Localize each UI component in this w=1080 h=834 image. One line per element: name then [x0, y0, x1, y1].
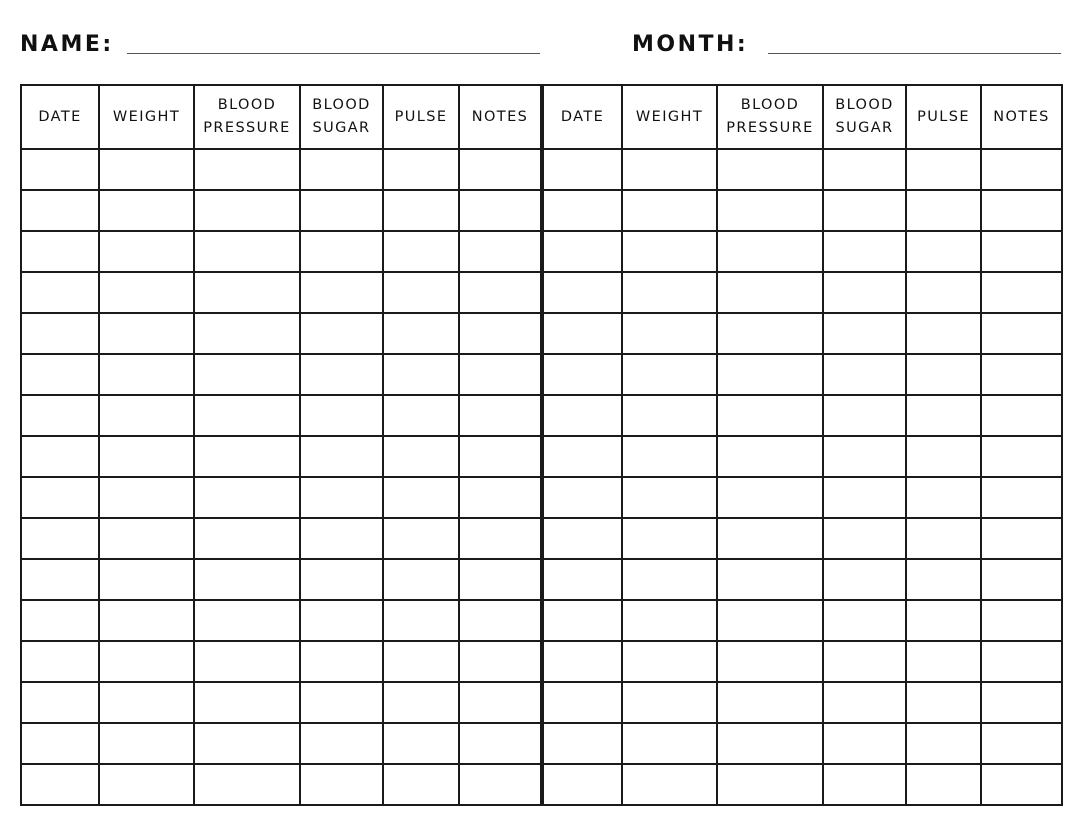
weight-cell[interactable]	[99, 190, 194, 231]
date-cell[interactable]	[543, 395, 622, 436]
header-line-2: PRESSURE	[203, 120, 291, 136]
log-rows-right	[543, 149, 1062, 805]
header-line-1: BLOOD	[740, 97, 800, 113]
date-cell[interactable]	[21, 641, 99, 682]
column-header-notes	[459, 85, 541, 149]
blood-pressure-cell[interactable]	[717, 641, 823, 682]
pulse-cell[interactable]	[383, 518, 459, 559]
notes-cell[interactable]	[459, 272, 541, 313]
pulse-cell[interactable]	[906, 559, 981, 600]
weight-cell[interactable]	[99, 395, 194, 436]
blood-pressure-cell[interactable]	[194, 354, 300, 395]
header-line-1: WEIGHT	[635, 108, 704, 125]
table-row	[543, 190, 1062, 231]
notes-cell[interactable]	[459, 231, 541, 272]
pulse-cell[interactable]	[906, 395, 981, 436]
blood-pressure-cell[interactable]	[194, 600, 300, 641]
blood-pressure-cell[interactable]	[717, 600, 823, 641]
column-header-date	[543, 85, 622, 149]
weight-cell[interactable]	[622, 764, 717, 805]
column-header-weight	[99, 85, 194, 149]
date-cell[interactable]	[21, 395, 99, 436]
notes-cell[interactable]	[459, 190, 541, 231]
header-line-2: SUGAR	[835, 120, 894, 136]
weight-cell[interactable]	[622, 395, 717, 436]
weight-cell[interactable]	[99, 436, 194, 477]
date-cell[interactable]	[21, 518, 99, 559]
header-line-1: BLOOD	[312, 97, 371, 113]
weight-cell[interactable]	[622, 149, 717, 190]
table-row	[21, 764, 541, 805]
blood-pressure-cell[interactable]	[194, 149, 300, 190]
weight-cell[interactable]	[622, 354, 717, 395]
header-line-1: NOTES	[993, 108, 1050, 125]
blood-pressure-cell[interactable]	[194, 723, 300, 764]
date-cell[interactable]	[543, 313, 622, 354]
blood-pressure-cell[interactable]	[194, 190, 300, 231]
date-cell[interactable]	[543, 764, 622, 805]
date-cell[interactable]	[21, 559, 99, 600]
header-line-1: DATE	[38, 108, 82, 125]
weight-cell[interactable]	[99, 723, 194, 764]
blood-pressure-cell[interactable]	[717, 149, 823, 190]
weight-cell[interactable]	[622, 559, 717, 600]
blood-sugar-cell[interactable]	[300, 600, 383, 641]
pulse-cell[interactable]	[383, 436, 459, 477]
pulse-cell[interactable]	[906, 518, 981, 559]
date-cell[interactable]	[21, 149, 99, 190]
weight-cell[interactable]	[622, 313, 717, 354]
date-cell[interactable]	[21, 231, 99, 272]
pulse-cell[interactable]	[383, 723, 459, 764]
weight-cell[interactable]	[622, 272, 717, 313]
table-row	[543, 682, 1062, 723]
table-row	[21, 518, 541, 559]
date-cell[interactable]	[21, 354, 99, 395]
blood-sugar-cell[interactable]	[823, 354, 906, 395]
blood-pressure-cell[interactable]	[194, 436, 300, 477]
log-rows-left	[21, 149, 541, 805]
blood-sugar-cell[interactable]	[823, 723, 906, 764]
pulse-cell[interactable]	[906, 723, 981, 764]
table-row	[543, 559, 1062, 600]
pulse-cell[interactable]	[906, 231, 981, 272]
blood-sugar-cell[interactable]	[300, 477, 383, 518]
pulse-cell[interactable]	[383, 190, 459, 231]
weight-cell[interactable]	[622, 436, 717, 477]
weight-cell[interactable]	[99, 559, 194, 600]
blood-pressure-cell[interactable]	[194, 231, 300, 272]
pulse-cell[interactable]	[906, 477, 981, 518]
weight-cell[interactable]	[99, 682, 194, 723]
date-cell[interactable]	[543, 682, 622, 723]
date-cell[interactable]	[543, 518, 622, 559]
date-cell[interactable]	[21, 436, 99, 477]
date-cell[interactable]	[21, 477, 99, 518]
table-row	[21, 354, 541, 395]
log-table-left	[20, 84, 542, 806]
blood-pressure-cell[interactable]	[717, 190, 823, 231]
date-cell[interactable]	[543, 190, 622, 231]
weight-cell[interactable]	[622, 682, 717, 723]
pulse-cell[interactable]	[906, 313, 981, 354]
blood-pressure-cell[interactable]	[717, 723, 823, 764]
blood-sugar-cell[interactable]	[300, 641, 383, 682]
date-cell[interactable]	[21, 272, 99, 313]
date-cell[interactable]	[543, 231, 622, 272]
weight-cell[interactable]	[99, 313, 194, 354]
blood-pressure-cell[interactable]	[717, 395, 823, 436]
date-cell[interactable]	[21, 313, 99, 354]
pulse-cell[interactable]	[906, 641, 981, 682]
table-row	[21, 641, 541, 682]
date-cell[interactable]	[543, 272, 622, 313]
blood-sugar-cell[interactable]	[300, 231, 383, 272]
pulse-cell[interactable]	[383, 313, 459, 354]
date-cell[interactable]	[543, 600, 622, 641]
date-cell[interactable]	[543, 641, 622, 682]
notes-cell[interactable]	[459, 149, 541, 190]
notes-cell[interactable]	[981, 313, 1062, 354]
weight-cell[interactable]	[99, 231, 194, 272]
header-line-1: DATE	[560, 108, 605, 125]
notes-cell[interactable]	[459, 395, 541, 436]
blood-pressure-cell[interactable]	[717, 764, 823, 805]
table-row	[543, 477, 1062, 518]
table-row	[21, 313, 541, 354]
pulse-cell[interactable]	[383, 395, 459, 436]
header-line-1: PULSE	[917, 108, 970, 125]
weight-cell[interactable]	[622, 641, 717, 682]
weight-cell[interactable]	[99, 764, 194, 805]
column-header-blood-pressure	[194, 85, 300, 149]
weight-cell[interactable]	[99, 600, 194, 641]
table-row	[21, 272, 541, 313]
blood-pressure-cell[interactable]	[717, 354, 823, 395]
table-row	[543, 436, 1062, 477]
blood-pressure-cell[interactable]	[717, 436, 823, 477]
weight-cell[interactable]	[622, 477, 717, 518]
notes-cell[interactable]	[459, 477, 541, 518]
notes-cell[interactable]	[981, 682, 1062, 723]
pulse-cell[interactable]	[383, 231, 459, 272]
blood-pressure-cell[interactable]	[717, 682, 823, 723]
notes-cell[interactable]	[981, 477, 1062, 518]
blood-sugar-cell[interactable]	[823, 641, 906, 682]
date-cell[interactable]	[21, 682, 99, 723]
blood-sugar-cell[interactable]	[823, 477, 906, 518]
pulse-cell[interactable]	[383, 764, 459, 805]
notes-cell[interactable]	[459, 559, 541, 600]
blood-sugar-cell[interactable]	[300, 395, 383, 436]
table-row	[543, 313, 1062, 354]
pulse-cell[interactable]	[906, 764, 981, 805]
pulse-cell[interactable]	[383, 272, 459, 313]
weight-cell[interactable]	[622, 723, 717, 764]
table-row	[543, 231, 1062, 272]
notes-cell[interactable]	[459, 600, 541, 641]
table-row	[543, 149, 1062, 190]
blood-sugar-cell[interactable]	[300, 190, 383, 231]
notes-cell[interactable]	[981, 641, 1062, 682]
notes-cell[interactable]	[981, 600, 1062, 641]
date-cell[interactable]	[21, 600, 99, 641]
table-row	[543, 600, 1062, 641]
pulse-cell[interactable]	[906, 436, 981, 477]
weight-cell[interactable]	[99, 149, 194, 190]
table-row	[21, 600, 541, 641]
blood-sugar-cell[interactable]	[823, 436, 906, 477]
blood-sugar-cell[interactable]	[300, 272, 383, 313]
table-row	[21, 477, 541, 518]
blood-sugar-cell[interactable]	[300, 313, 383, 354]
date-cell[interactable]	[543, 354, 622, 395]
blood-sugar-cell[interactable]	[823, 149, 906, 190]
pulse-cell[interactable]	[383, 477, 459, 518]
column-header-pulse	[906, 85, 981, 149]
blood-pressure-cell[interactable]	[194, 395, 300, 436]
blood-sugar-cell[interactable]	[300, 723, 383, 764]
date-cell[interactable]	[543, 436, 622, 477]
blood-sugar-cell[interactable]	[300, 354, 383, 395]
notes-cell[interactable]	[981, 149, 1062, 190]
notes-cell[interactable]	[981, 395, 1062, 436]
pulse-cell[interactable]	[383, 682, 459, 723]
blood-sugar-cell[interactable]	[300, 436, 383, 477]
blood-sugar-cell[interactable]	[823, 764, 906, 805]
header-line-1: WEIGHT	[112, 108, 181, 125]
notes-cell[interactable]	[459, 764, 541, 805]
blood-pressure-cell[interactable]	[194, 682, 300, 723]
table-row	[543, 354, 1062, 395]
blood-pressure-cell[interactable]	[717, 477, 823, 518]
date-cell[interactable]	[543, 149, 622, 190]
notes-cell[interactable]	[459, 354, 541, 395]
pulse-cell[interactable]	[383, 600, 459, 641]
blood-pressure-cell[interactable]	[717, 231, 823, 272]
blood-pressure-cell[interactable]	[717, 518, 823, 559]
notes-cell[interactable]	[981, 190, 1062, 231]
header-line-1: BLOOD	[217, 97, 277, 113]
column-header-date	[21, 85, 99, 149]
log-table-right	[542, 84, 1063, 806]
blood-pressure-cell[interactable]	[194, 559, 300, 600]
month-label: MONTH:	[632, 32, 749, 57]
pulse-cell[interactable]	[383, 354, 459, 395]
pulse-cell[interactable]	[383, 559, 459, 600]
notes-cell[interactable]	[981, 764, 1062, 805]
blood-sugar-cell[interactable]	[823, 231, 906, 272]
pulse-cell[interactable]	[906, 149, 981, 190]
blood-pressure-cell[interactable]	[717, 559, 823, 600]
header-row	[21, 85, 541, 149]
notes-cell[interactable]	[981, 354, 1062, 395]
notes-cell[interactable]	[981, 518, 1062, 559]
blood-sugar-cell[interactable]	[823, 682, 906, 723]
blood-sugar-cell[interactable]	[300, 518, 383, 559]
blood-sugar-cell[interactable]	[300, 559, 383, 600]
weight-cell[interactable]	[99, 354, 194, 395]
blood-sugar-cell[interactable]	[823, 395, 906, 436]
notes-cell[interactable]	[981, 272, 1062, 313]
notes-cell[interactable]	[981, 231, 1062, 272]
pulse-cell[interactable]	[906, 272, 981, 313]
blood-sugar-cell[interactable]	[823, 600, 906, 641]
date-cell[interactable]	[543, 559, 622, 600]
blood-sugar-cell[interactable]	[300, 682, 383, 723]
blood-pressure-cell[interactable]	[194, 313, 300, 354]
notes-cell[interactable]	[981, 723, 1062, 764]
table-row	[543, 395, 1062, 436]
date-cell[interactable]	[21, 764, 99, 805]
blood-pressure-cell[interactable]	[194, 272, 300, 313]
blood-pressure-cell[interactable]	[194, 764, 300, 805]
table-row	[21, 231, 541, 272]
table-row	[543, 272, 1062, 313]
pulse-cell[interactable]	[383, 149, 459, 190]
table-row	[543, 723, 1062, 764]
month-field-line[interactable]	[768, 53, 1061, 54]
weight-cell[interactable]	[99, 477, 194, 518]
header-line-2: PRESSURE	[726, 120, 814, 136]
notes-cell[interactable]	[459, 641, 541, 682]
weight-cell[interactable]	[99, 518, 194, 559]
column-header-weight	[622, 85, 717, 149]
blood-sugar-cell[interactable]	[823, 559, 906, 600]
table-row	[21, 190, 541, 231]
table-row	[21, 395, 541, 436]
header-line-1: PULSE	[394, 108, 448, 125]
notes-cell[interactable]	[459, 313, 541, 354]
column-header-blood-sugar	[300, 85, 383, 149]
column-header-blood-pressure	[717, 85, 823, 149]
weight-cell[interactable]	[622, 600, 717, 641]
blood-pressure-cell[interactable]	[194, 641, 300, 682]
column-header-pulse	[383, 85, 459, 149]
date-cell[interactable]	[543, 723, 622, 764]
table-row	[21, 723, 541, 764]
blood-sugar-cell[interactable]	[300, 149, 383, 190]
weight-cell[interactable]	[99, 272, 194, 313]
blood-sugar-cell[interactable]	[823, 313, 906, 354]
table-row	[21, 436, 541, 477]
name-label: NAME:	[20, 32, 114, 57]
table-row	[543, 518, 1062, 559]
header-line-1: NOTES	[471, 108, 529, 125]
notes-cell[interactable]	[981, 559, 1062, 600]
blood-sugar-cell[interactable]	[823, 190, 906, 231]
blood-sugar-cell[interactable]	[300, 764, 383, 805]
header-row	[543, 85, 1062, 149]
pulse-cell[interactable]	[906, 354, 981, 395]
header-line-1: BLOOD	[835, 97, 894, 113]
table-row	[543, 764, 1062, 805]
header-line-2: SUGAR	[312, 120, 371, 136]
name-field-line[interactable]	[127, 53, 540, 54]
blood-pressure-cell[interactable]	[194, 518, 300, 559]
notes-cell[interactable]	[459, 436, 541, 477]
date-cell[interactable]	[543, 477, 622, 518]
blood-pressure-cell[interactable]	[717, 272, 823, 313]
notes-cell[interactable]	[459, 723, 541, 764]
weight-cell[interactable]	[622, 231, 717, 272]
pulse-cell[interactable]	[906, 190, 981, 231]
table-row	[543, 641, 1062, 682]
column-header-notes	[981, 85, 1062, 149]
blood-sugar-cell[interactable]	[823, 272, 906, 313]
pulse-cell[interactable]	[906, 600, 981, 641]
pulse-cell[interactable]	[906, 682, 981, 723]
weight-cell[interactable]	[622, 518, 717, 559]
blood-sugar-cell[interactable]	[823, 518, 906, 559]
column-header-blood-sugar	[823, 85, 906, 149]
date-cell[interactable]	[21, 723, 99, 764]
notes-cell[interactable]	[459, 682, 541, 723]
blood-pressure-cell[interactable]	[194, 477, 300, 518]
date-cell[interactable]	[21, 190, 99, 231]
weight-cell[interactable]	[622, 190, 717, 231]
table-row	[21, 559, 541, 600]
table-row	[21, 149, 541, 190]
table-row	[21, 682, 541, 723]
notes-cell[interactable]	[459, 518, 541, 559]
pulse-cell[interactable]	[383, 641, 459, 682]
blood-pressure-cell[interactable]	[717, 313, 823, 354]
weight-cell[interactable]	[99, 641, 194, 682]
notes-cell[interactable]	[981, 436, 1062, 477]
